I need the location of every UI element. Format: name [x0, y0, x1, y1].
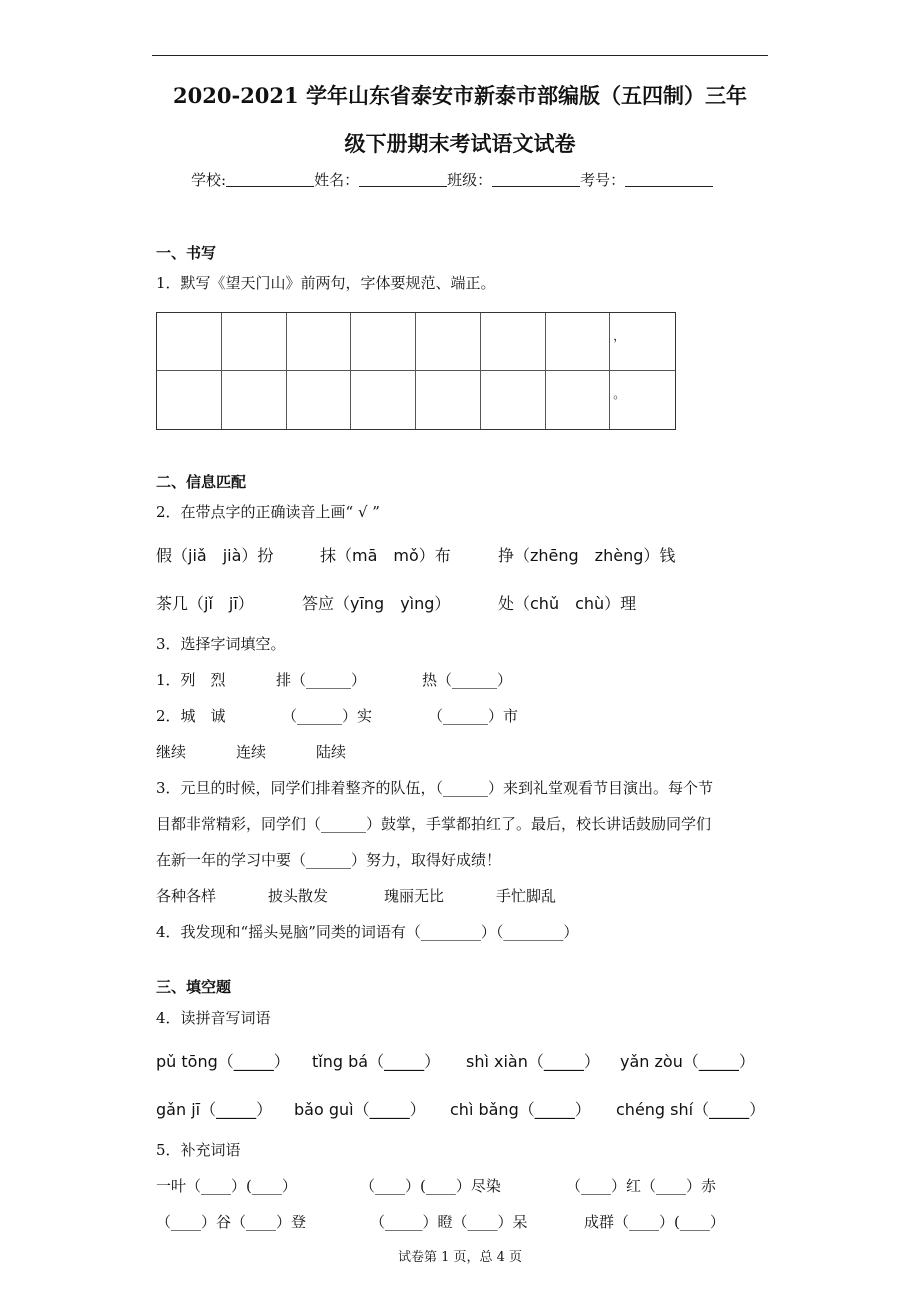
exam-no-blank[interactable] [625, 172, 713, 187]
q3-item: 2．城 诚 [156, 707, 226, 725]
pinyin-write-item[interactable]: pǔ tōng（_____） [156, 1052, 290, 1071]
page-footer: 试卷第 1 页，总 4 页 [397, 1250, 523, 1265]
grid-cell[interactable] [610, 313, 675, 371]
question-5: 5．补充词语 [156, 1141, 241, 1159]
grid-cell[interactable] [351, 313, 416, 371]
grid-cell[interactable] [287, 313, 352, 371]
fill-idiom[interactable]: 一叶（____）(____） [156, 1177, 297, 1195]
class-label: 班级： [447, 171, 493, 189]
pinyin-write-item[interactable]: shì xiàn（_____） [466, 1052, 600, 1071]
q3-sub4: 4．我发现和“摇头晃脑”同类的词语有（________）（________） [156, 923, 579, 941]
grid-cell[interactable] [481, 313, 546, 371]
page-title-line1: 2020-2021 学年山东省泰安市新泰市部编版（五四制）三年 [173, 83, 747, 108]
pinyin-item: 抹（mā mǒ）布 [320, 546, 451, 565]
grid-cell[interactable] [546, 313, 611, 371]
top-rule [152, 55, 768, 56]
grid-cell[interactable] [287, 371, 352, 429]
grid-cell[interactable] [481, 371, 546, 429]
q3-blank-item[interactable]: （______）实 [282, 707, 373, 725]
pinyin-item: 茶几（jǐ jī） [156, 594, 254, 613]
section1-heading: 一、书写 [156, 244, 217, 262]
q3-blank-item[interactable]: 排（______） [276, 671, 367, 689]
q3-item: 1．列 烈 [156, 671, 226, 689]
school-blank[interactable] [226, 172, 314, 187]
pinyin-write-item[interactable]: yǎn zòu（_____） [620, 1052, 755, 1071]
grid-cell[interactable] [222, 371, 287, 429]
pinyin-write-item[interactable]: chéng shí（_____） [616, 1100, 766, 1119]
fill-idiom[interactable]: 成群（____）(____） [584, 1213, 725, 1231]
word-option: 陆续 [316, 743, 347, 761]
grid-cell[interactable] [546, 371, 611, 429]
question-1: 1．默写《望天门山》前两句，字体要规范、端正。 [156, 274, 496, 292]
pinyin-item: 答应（yīng yìng） [302, 594, 451, 613]
idiom-option: 瑰丽无比 [384, 887, 445, 905]
grid-cell[interactable] [610, 371, 675, 429]
pinyin-item: 处（chǔ chù）理 [498, 594, 637, 613]
idiom-option: 手忙脚乱 [496, 887, 557, 905]
grid-comma: ， [613, 329, 626, 343]
idiom-option: 各种各样 [156, 887, 217, 905]
class-blank[interactable] [492, 172, 580, 187]
question-2: 2．在带点字的正确读音上画“ √ ” [156, 503, 380, 521]
grid-cell[interactable] [416, 313, 481, 371]
pinyin-write-item[interactable]: bǎo guì（_____） [294, 1100, 426, 1119]
student-info-row [191, 169, 713, 190]
page-title-line2: 级下册期末考试语文试卷 [344, 131, 576, 156]
grid-cell[interactable] [416, 371, 481, 429]
question-4: 4．读拼音写词语 [156, 1009, 271, 1027]
fill-idiom[interactable]: （____）(____）尽染 [360, 1177, 501, 1195]
q3-blank-item[interactable]: 热（______） [422, 671, 513, 689]
grid-cell[interactable] [157, 371, 222, 429]
fill-idiom[interactable]: （_____）瞪（____）呆 [370, 1213, 528, 1231]
grid-period: 。 [613, 387, 626, 401]
paragraph-line: 目都非常精彩，同学们（______）鼓掌，手掌都拍红了。最后，校长讲话鼓励同学们 [156, 815, 712, 833]
paragraph-line: 在新一年的学习中要（______）努力，取得好成绩！ [156, 851, 502, 869]
q3-blank-item[interactable]: （______）市 [428, 707, 519, 725]
word-option: 继续 [156, 743, 187, 761]
pinyin-write-item[interactable]: chì bǎng（_____） [450, 1100, 591, 1119]
fill-idiom[interactable]: （____）谷（____）登 [156, 1213, 307, 1231]
section3-heading: 三、填空题 [156, 978, 232, 996]
idiom-option: 披头散发 [268, 887, 329, 905]
section2-heading: 二、信息匹配 [156, 473, 247, 491]
pinyin-item: 假（jiǎ jià）扮 [156, 546, 274, 565]
word-option: 连续 [236, 743, 267, 761]
paragraph-line: 3．元旦的时候，同学们排着整齐的队伍，（______）来到礼堂观看节目演出。每个节 [156, 779, 714, 797]
grid-cell[interactable] [222, 313, 287, 371]
school-label: 学校: [191, 171, 227, 189]
pinyin-write-item[interactable]: tǐng bá（_____） [312, 1052, 441, 1071]
fill-idiom[interactable]: （____）红（____）赤 [566, 1177, 717, 1195]
question-3: 3．选择字词填空。 [156, 635, 286, 653]
name-blank[interactable] [359, 172, 447, 187]
writing-grid [156, 312, 676, 430]
exam-no-label: 考号： [580, 171, 626, 189]
name-label: 姓名： [314, 171, 360, 189]
grid-cell[interactable] [351, 371, 416, 429]
pinyin-item: 挣（zhēng zhèng）钱 [498, 546, 676, 565]
pinyin-write-item[interactable]: gǎn jī（_____） [156, 1100, 273, 1119]
grid-cell[interactable] [157, 313, 222, 371]
